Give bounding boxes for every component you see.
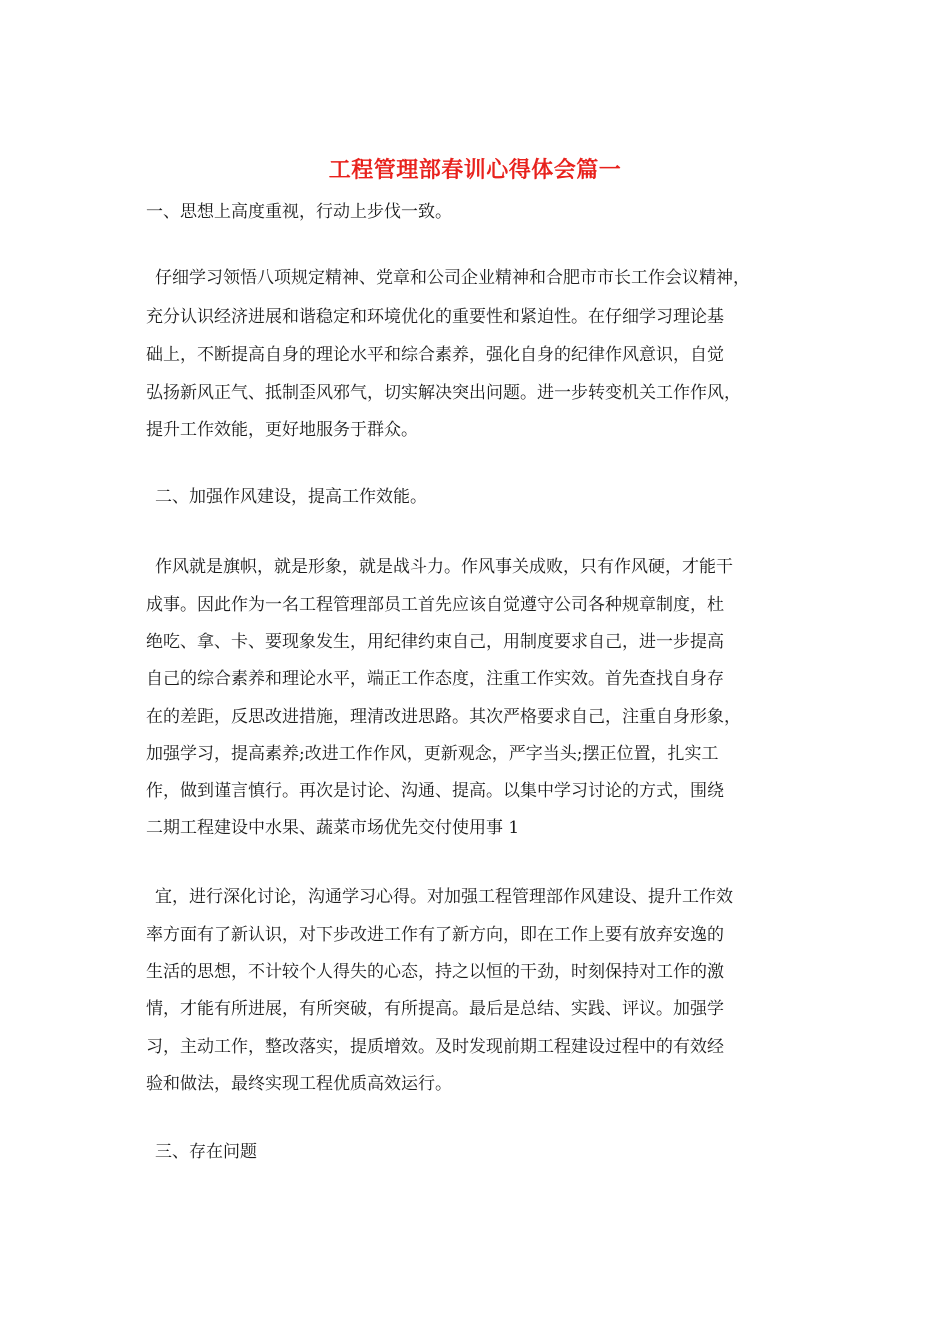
heading-section-1: 一、思想上高度重视，行动上步伐一致。: [146, 202, 452, 222]
paragraph-line: 充分认识经济进展和谐稳定和环境优化的重要性和紧迫性。在仔细学习理论基: [146, 307, 724, 327]
paragraph-line: 础上，不断提高自身的理论水平和综合素养，强化自身的纪律作风意识，自觉: [146, 345, 724, 365]
paragraph-line: 生活的思想，不计较个人得失的心态，持之以恒的干劲，时刻保持对工作的激: [146, 962, 724, 982]
heading-section-2: 二、加强作风建设，提高工作效能。: [155, 487, 427, 507]
paragraph-line: 二期工程建设中水果、蔬菜市场优先交付使用事 1: [146, 818, 520, 838]
paragraph-line: 提升工作效能，更好地服务于群众。: [146, 420, 418, 440]
paragraph-line: 在的差距，反思改进措施，理清改进思路。其次严格要求自己，注重自身形象，: [146, 707, 741, 727]
paragraph-line: 习，主动工作，整改落实，提质增效。及时发现前期工程建设过程中的有效经: [146, 1037, 724, 1057]
paragraph-line: 弘扬新风正气、抵制歪风邪气，切实解决突出问题。进一步转变机关工作作风，: [146, 383, 741, 403]
paragraph-line: 绝吃、拿、卡、要现象发生，用纪律约束自己，用制度要求自己，进一步提高: [146, 632, 724, 652]
paragraph-line: 率方面有了新认识，对下步改进工作有了新方向，即在工作上要有放弃安逸的: [146, 925, 724, 945]
paragraph-line: 作风就是旗帜，就是形象，就是战斗力。作风事关成败，只有作风硬，才能干: [155, 557, 733, 577]
paragraph-line: 情，才能有所进展，有所突破，有所提高。最后是总结、实践、评议。加强学: [146, 999, 724, 1019]
paragraph-line: 自己的综合素养和理论水平，端正工作态度，注重工作实效。首先查找自身存: [146, 669, 724, 689]
paragraph-line: 验和做法，最终实现工程优质高效运行。: [146, 1074, 452, 1094]
heading-section-3: 三、存在问题: [155, 1142, 257, 1162]
paragraph-line: 宜，进行深化讨论，沟通学习心得。对加强工程管理部作风建设、提升工作效: [155, 887, 733, 907]
paragraph-line: 成事。因此作为一名工程管理部员工首先应该自觉遵守公司各种规章制度，杜: [146, 595, 724, 615]
paragraph-line: 作，做到谨言慎行。再次是讨论、沟通、提高。以集中学习讨论的方式，围绕: [146, 781, 724, 801]
paragraph-line: 仔细学习领悟八项规定精神、党章和公司企业精神和合肥市市长工作会议精神，: [155, 268, 750, 288]
paragraph-line: 加强学习，提高素养;改进工作作风，更新观念，严字当头;摆正位置，扎实工: [146, 744, 719, 764]
document-title: 工程管理部春训心得体会篇一: [328, 157, 622, 183]
